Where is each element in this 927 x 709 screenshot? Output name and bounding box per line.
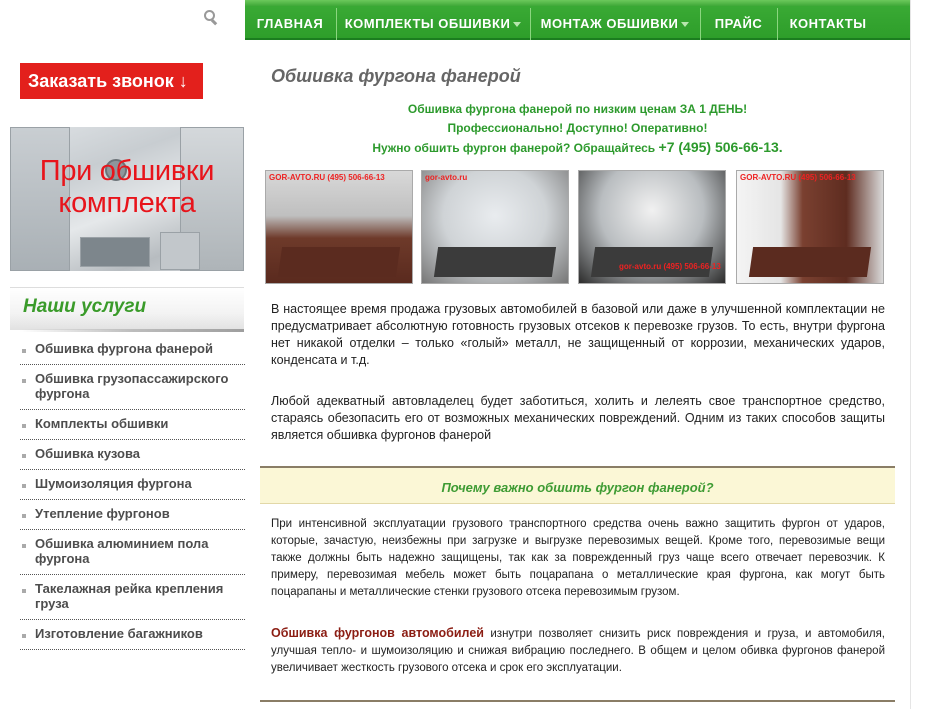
- gallery-photo[interactable]: [736, 170, 884, 284]
- gallery-photo[interactable]: [265, 170, 413, 284]
- service-link[interactable]: Утепление фургонов: [35, 506, 170, 521]
- paragraph-why: При интенсивной эксплуатации грузового транспортного средства очень важно защитить фургон от ударов, которые, зачастую, неизбежны при загрузке и выгрузке перевозимых вещей. Кроме того, перевозимые вещи также должны быть надежно защищены, так как за поврежденный груз чаще всего отвечает перевозчик. К примеру, перевозимая мебель может быть поцарапана о металлические края фургона, как могут быть поцарапаны и металлические стенки грузового отсека перевозимым грузом.: [271, 518, 885, 598]
- service-item[interactable]: [20, 410, 245, 440]
- right-margin: [910, 0, 927, 709]
- why-section-header: [260, 466, 895, 504]
- nav-item-contacts[interactable]: КОНТАКТЫ: [789, 16, 867, 31]
- promo-text: При обшивки комплекта: [39, 155, 215, 219]
- photo-watermark: GOR-AVTO.RU (495) 506-66-13: [269, 173, 385, 182]
- paragraph-benefits: Обшивка фургонов автомобилей изнутри позволяет снизить риск повреждения и груза, и автомобиля, улучшая тепло- и шумоизоляцию и снижая вибрацию последнего. В общем и целом обивка фургонов фанерой увеличивает жесткость грузового отсека и срок его эксплуатации.: [271, 626, 886, 674]
- nav-item-home[interactable]: ГЛАВНАЯ: [256, 16, 324, 31]
- service-item[interactable]: [20, 530, 245, 575]
- photo-watermark: gor-avto.ru: [425, 173, 468, 182]
- section-divider: [260, 700, 895, 702]
- photo-watermark: GOR-AVTO.RU (495) 506-66-13: [740, 173, 856, 182]
- photo-gallery: [265, 170, 890, 285]
- chevron-down-icon: [681, 22, 689, 27]
- service-link[interactable]: Обшивка кузова: [35, 446, 141, 461]
- top-nav: [245, 0, 910, 40]
- service-link[interactable]: Шумоизоляция фургона: [35, 476, 192, 491]
- service-link[interactable]: Такелажная рейка крепления груза: [35, 581, 224, 611]
- service-item[interactable]: [20, 620, 245, 650]
- nav-item-price[interactable]: ПРАЙС: [714, 16, 763, 31]
- intro-line-3: Нужно обшить фургон фанерой? Обращайтесь: [372, 141, 656, 155]
- search-icon[interactable]: [203, 9, 219, 25]
- gallery-photo[interactable]: [421, 170, 569, 284]
- service-item[interactable]: [20, 365, 245, 410]
- service-link[interactable]: Изготовление багажников: [35, 626, 203, 641]
- main-content: [245, 42, 910, 709]
- intro-line-1: Обшивка фургона фанерой по низким ценам ЗА 1 ДЕНЬ!: [407, 102, 748, 116]
- service-item[interactable]: [20, 470, 245, 500]
- paragraph-protection: Любой адекватный автовладелец будет заботиться, холить и лелеять свое транспортное средство, стараясь обезопасить его от возможных механических повреждений. Одним из таких способов защиты является обшивка фургонов фанерой: [271, 394, 885, 442]
- why-title: Почему важно обшить фургон фанерой?: [441, 480, 714, 495]
- service-item[interactable]: [20, 440, 245, 470]
- nav-item-installation[interactable]: МОНТАЖ ОБШИВКИ: [531, 8, 699, 40]
- intro-line-2: Профессионально! Доступно! Оперативно!: [447, 121, 708, 135]
- service-link[interactable]: Обшивка фургона фанерой: [35, 341, 213, 356]
- services-title: Наши услуги: [23, 296, 147, 317]
- promo-banner[interactable]: [10, 127, 244, 271]
- page-title: Обшивка фургона фанерой: [271, 66, 521, 86]
- paragraph-intro: В настоящее время продажа грузовых автомобилей в базовой или даже в улучшенной комплектации не предусматривает абсолютную готовность грузовых отсеков к перевозке грузов. То есть, внутри фургона нет никакой отделки – только «голый» металл, не защищенный от коррозии, механических ударов, конденсата и т.д.: [271, 302, 885, 367]
- nav-item-kits[interactable]: КОМПЛЕКТЫ ОБШИВКИ: [337, 8, 529, 40]
- services-list: [20, 335, 245, 650]
- benefits-lead-link[interactable]: Обшивка фургонов автомобилей: [271, 626, 484, 640]
- search-area: [0, 0, 245, 40]
- phone-number[interactable]: +7 (495) 506-66-13.: [658, 139, 783, 155]
- service-link[interactable]: Обшивка алюминием пола фургона: [35, 536, 209, 566]
- intro-block: [245, 100, 910, 158]
- service-item[interactable]: [20, 500, 245, 530]
- order-call-button[interactable]: Заказать звонок ↓: [20, 63, 203, 99]
- service-link[interactable]: Комплекты обшивки: [35, 416, 169, 431]
- service-item[interactable]: [20, 335, 245, 365]
- service-link[interactable]: Обшивка грузопассажирского фургона: [35, 371, 229, 401]
- services-header: [10, 287, 244, 330]
- service-item[interactable]: [20, 575, 245, 620]
- chevron-down-icon: [513, 22, 521, 27]
- left-sidebar: [0, 0, 245, 709]
- photo-watermark: gor-avto.ru (495) 506-66-13: [619, 262, 721, 271]
- gallery-photo[interactable]: [578, 170, 726, 284]
